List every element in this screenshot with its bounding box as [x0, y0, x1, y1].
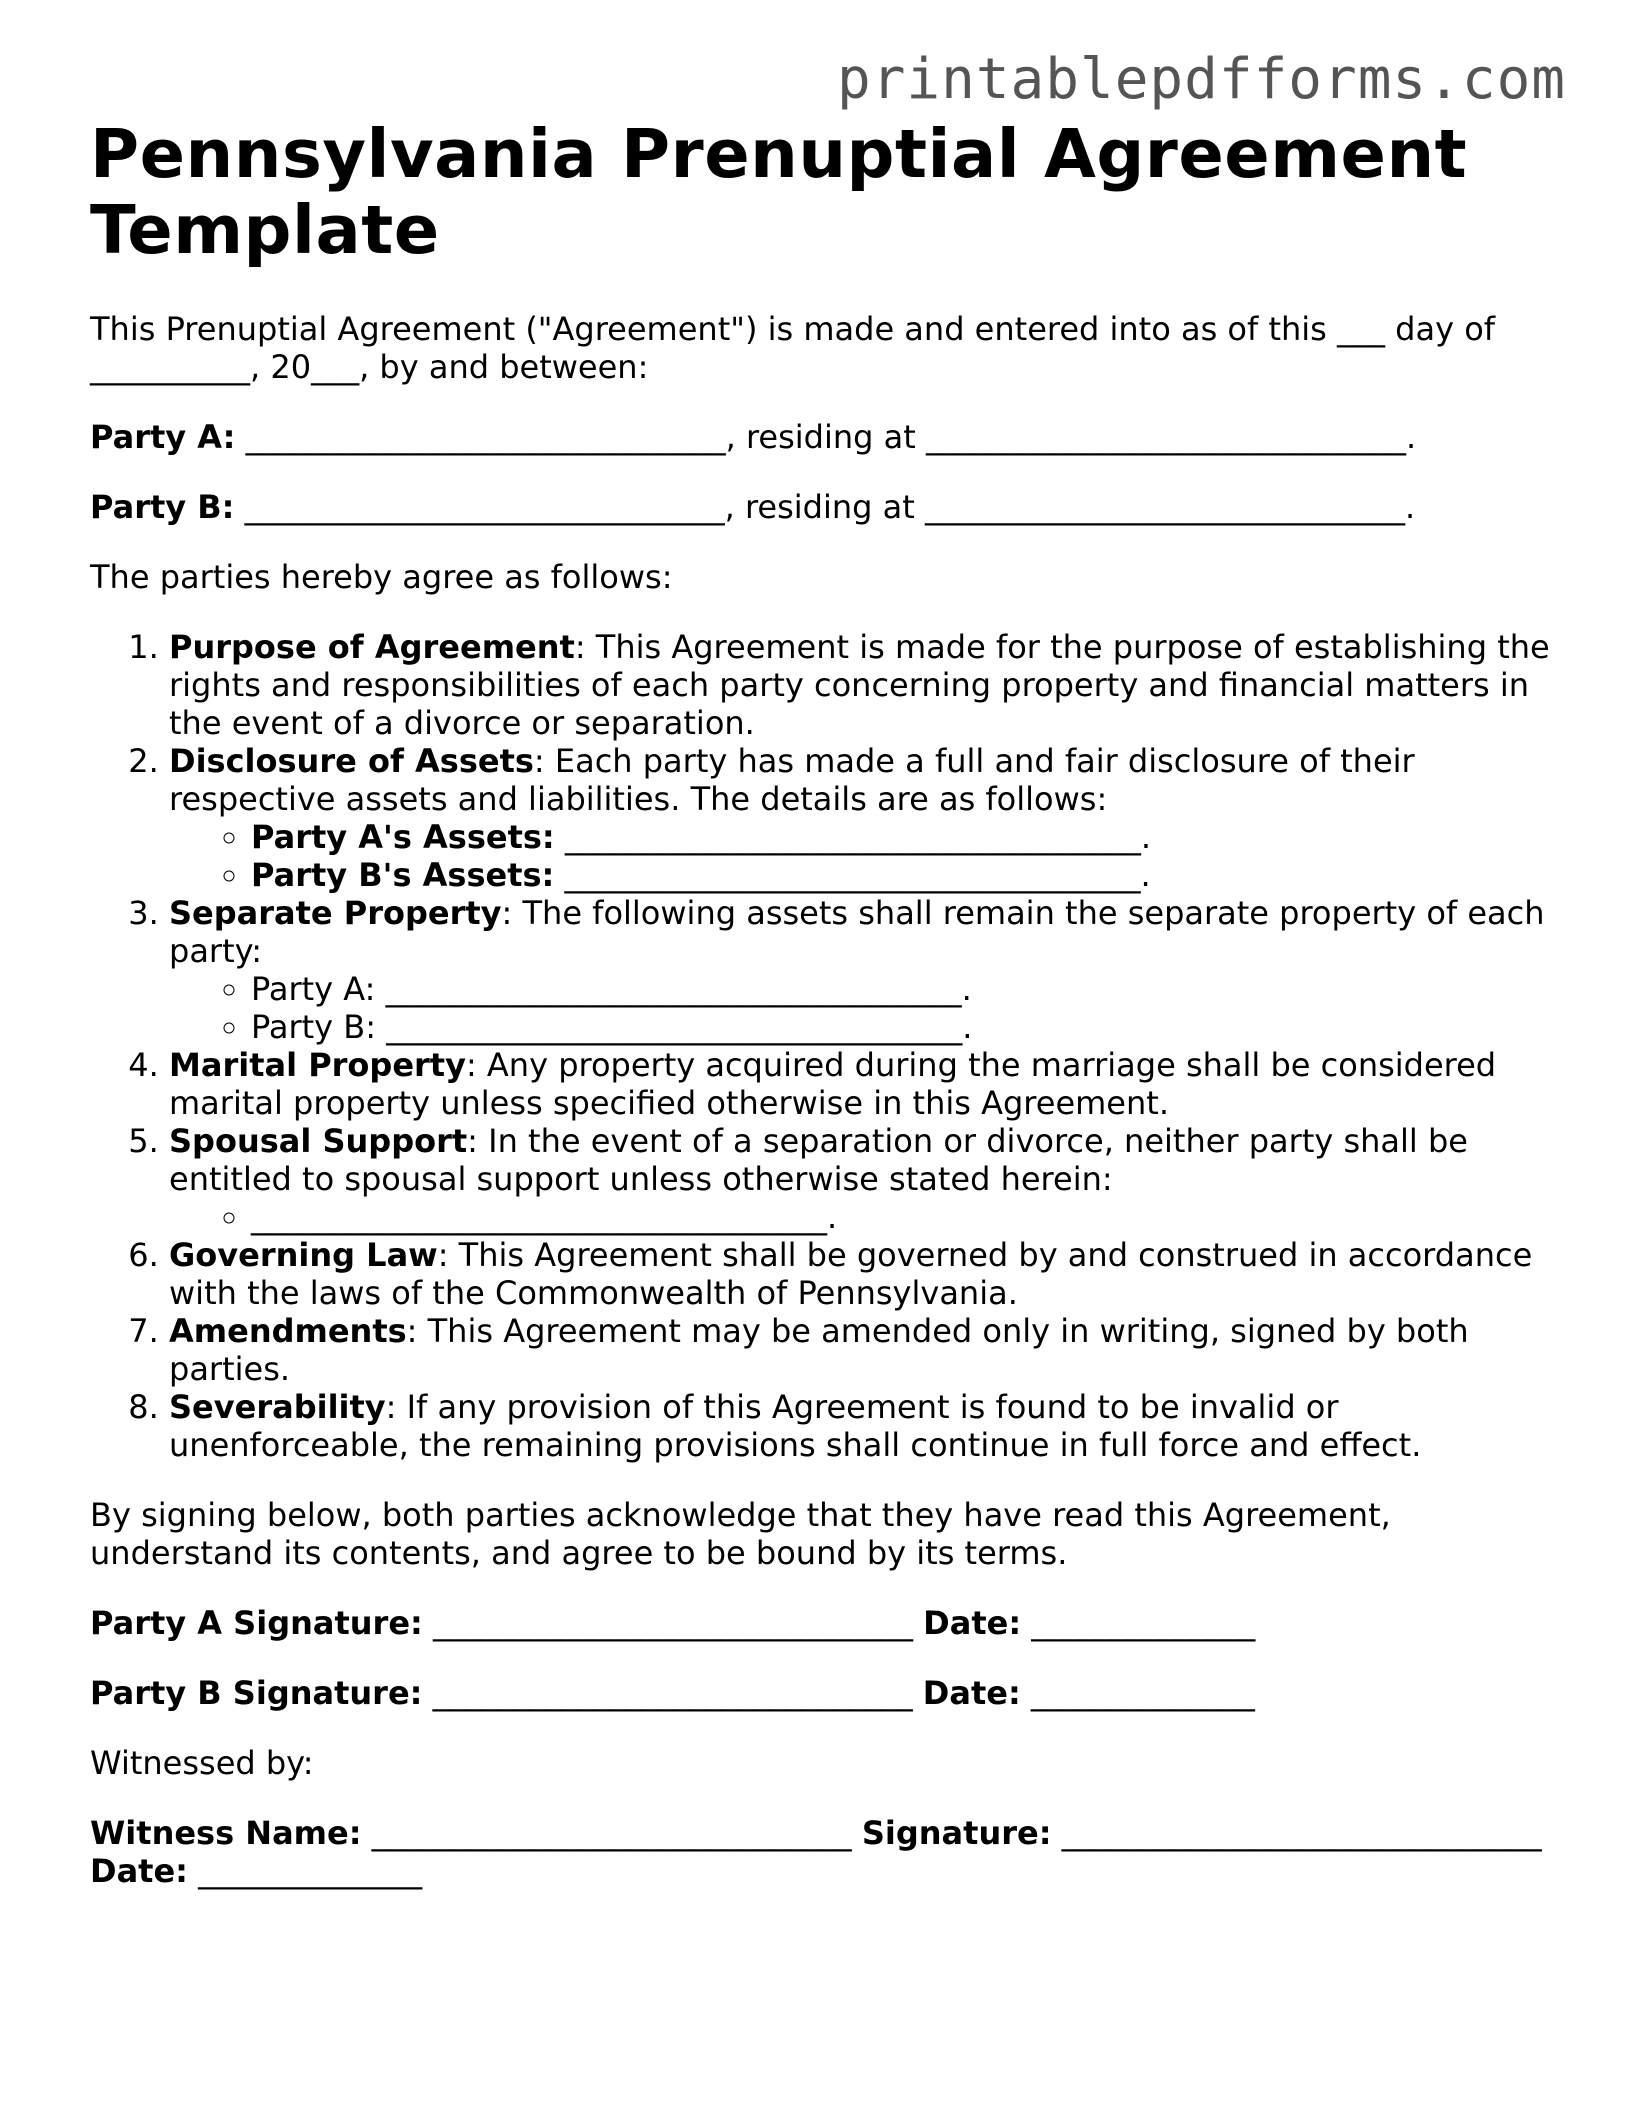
- clause-severability: [169, 1388, 1553, 1464]
- signature-label: Party A Signature:: [90, 1604, 423, 1642]
- date-field: ______________: [1020, 1674, 1255, 1712]
- watermark-logo: printablepdfforms.com: [836, 47, 1566, 112]
- document-title: Pennsylvania Prenuptial Agreement Template: [90, 115, 1468, 269]
- sub-field: ____________________________________.: [554, 818, 1152, 856]
- witnessed-by-text: Witnessed by:: [90, 1744, 314, 1782]
- date-field: ______________: [1021, 1604, 1256, 1642]
- document-page: [90, 116, 1553, 1890]
- party-a-label: Party A:: [90, 418, 236, 456]
- witness-name-field: ______________________________: [361, 1814, 862, 1852]
- witness-date-field: ______________: [187, 1852, 423, 1890]
- clause-text: : This Agreement is made for the purpose of establishing the rights and responsibilities of each party concerning property and financial matters in the event of a divorce or separation.: [169, 628, 1550, 742]
- signature-field: ______________________________: [422, 1674, 923, 1712]
- closing-paragraph: By signing below, both parties acknowledge that they have read this Agreement, understand its contents, and agree to be bound by its terms.: [90, 1496, 1391, 1572]
- signature-field: ______________________________: [422, 1604, 924, 1642]
- date-label: Date:: [923, 1604, 1022, 1642]
- party-b-label: Party B:: [90, 488, 235, 526]
- sub-label: Party A's Assets:: [251, 818, 555, 856]
- clause-text: : The following assets shall remain the separate property of each party:: [169, 894, 1545, 970]
- witness-signature-field: ______________________________: [1051, 1814, 1542, 1852]
- witness-name-label: Witness Name:: [90, 1814, 362, 1852]
- clause-text: : Any property acquired during the marriage shall be considered marital property unless specified otherwise in this Agreement.: [169, 1046, 1497, 1122]
- clause-text: : Each party has made a full and fair disclosure of their respective assets and liabilities. The details are as follows:: [169, 742, 1415, 818]
- party-b-separate-item: ◦ Party B: ____________________________________.: [251, 1008, 1553, 1046]
- clause-heading: Spousal Support: [169, 1122, 468, 1160]
- sub-label: Party B's Assets:: [251, 856, 555, 894]
- clause-text: : In the event of a separation or divorce, neither party shall be entitled to spousal support unless otherwise stated herein:: [169, 1122, 1468, 1198]
- spousal-support-sublist: [169, 1198, 1553, 1236]
- clause-heading: Amendments: [169, 1312, 407, 1350]
- party-a-line: [90, 418, 1553, 456]
- party-a-separate-item: ◦ Party A: ____________________________________.: [251, 970, 1553, 1008]
- spousal-support-item: ◦ ____________________________________.: [251, 1198, 1553, 1236]
- clause-governing-law: [169, 1236, 1553, 1312]
- clause-heading: Severability: [169, 1388, 386, 1426]
- intro-paragraph: This Prenuptial Agreement ("Agreement") is made and entered into as of this ___ day of __________, 20___, by and between:: [90, 310, 1496, 386]
- separate-property-sublist: [169, 970, 1553, 1046]
- clause-separate-property: [169, 894, 1553, 1046]
- document-body: [90, 310, 1553, 1890]
- agree-paragraph: The parties hereby agree as follows:: [90, 558, 673, 596]
- clause-purpose: [169, 628, 1553, 742]
- clause-heading: Disclosure of Assets: [169, 742, 534, 780]
- signature-label: Party B Signature:: [90, 1674, 423, 1712]
- clause-spousal-support: [169, 1122, 1553, 1236]
- assets-sublist: [169, 818, 1553, 894]
- clause-heading: Governing Law: [169, 1236, 438, 1274]
- clause-marital-property: [169, 1046, 1553, 1122]
- clause-text: : This Agreement shall be governed by and construed in accordance with the laws of the Commonwealth of Pennsylvania.: [169, 1236, 1533, 1312]
- sub-field: ____________________________________.: [554, 856, 1151, 894]
- witness-signature-label: Signature:: [861, 1814, 1052, 1852]
- party-b-line: [90, 488, 1553, 526]
- party-a-assets-item: [251, 818, 1553, 856]
- date-label: Date:: [922, 1674, 1021, 1712]
- party-b-signature-line: [90, 1674, 1553, 1712]
- party-b-fields: ______________________________, residing at ______________________________.: [234, 488, 1416, 526]
- clause-heading: Purpose of Agreement: [169, 628, 575, 666]
- party-b-assets-item: [251, 856, 1553, 894]
- clause-disclosure: [169, 742, 1553, 894]
- party-a-signature-line: [90, 1604, 1553, 1642]
- clause-text: : This Agreement may be amended only in writing, signed by both parties.: [169, 1312, 1469, 1388]
- clause-heading: Separate Property: [169, 894, 502, 932]
- clause-text: : If any provision of this Agreement is found to be invalid or unenforceable, the remaining provisions shall continue in full force and effect.: [169, 1388, 1422, 1464]
- witness-date-label: Date:: [90, 1852, 188, 1890]
- party-a-fields: ______________________________, residing at ______________________________.: [235, 418, 1417, 456]
- clauses-list: [90, 628, 1553, 1464]
- witness-line: [90, 1814, 1553, 1890]
- clause-amendments: [169, 1312, 1553, 1388]
- clause-heading: Marital Property: [169, 1046, 466, 1084]
